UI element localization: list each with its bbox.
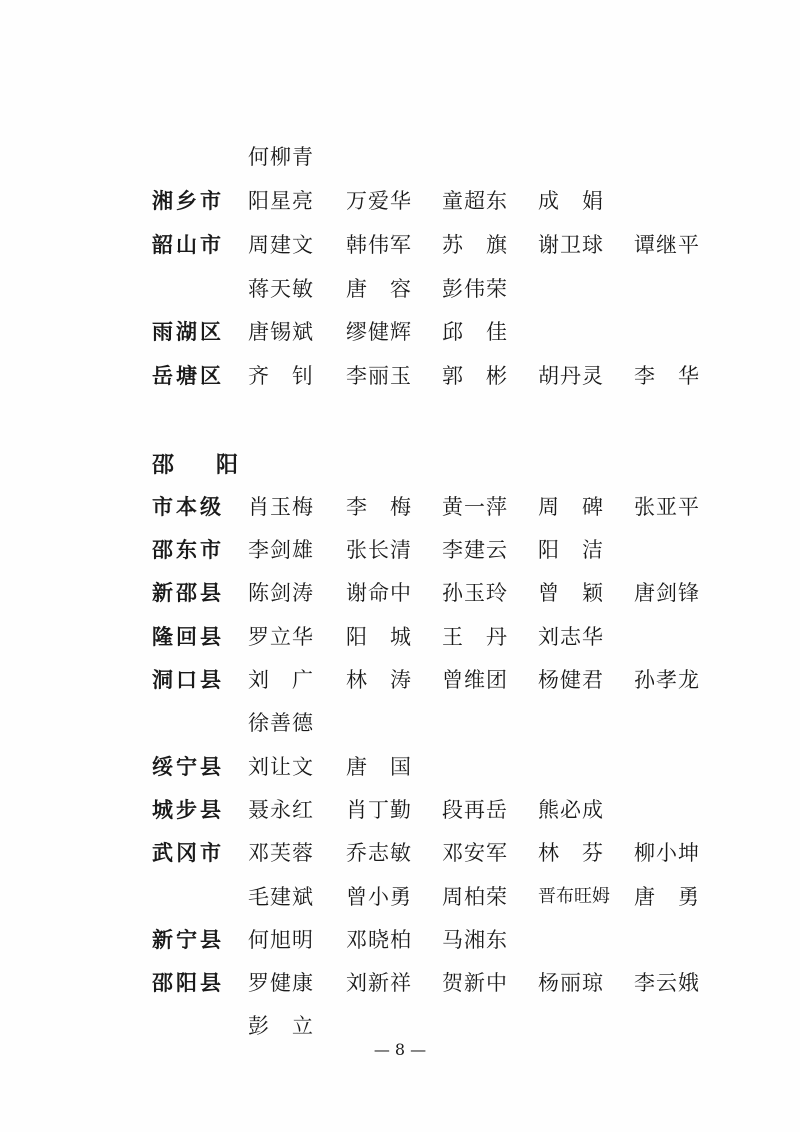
list-row (0, 1011, 800, 1041)
person-name: 刘志华 (538, 625, 604, 649)
list-row (0, 838, 800, 868)
list-row (0, 578, 800, 608)
list-row (0, 274, 800, 304)
list-row (0, 708, 800, 738)
person-name: 唐剑锋 (634, 581, 700, 605)
person-name: 张亚平 (634, 495, 700, 519)
region-label: 武冈市 (152, 840, 224, 865)
person-name: 王 丹 (442, 625, 508, 649)
list-row (0, 186, 800, 216)
person-name: 韩伟军 (346, 233, 412, 257)
section-title: 邵 阳 (152, 452, 249, 478)
person-name: 何柳青 (248, 145, 314, 169)
list-row (0, 622, 800, 652)
person-name: 万爱华 (346, 189, 412, 213)
list-row (0, 665, 800, 695)
region-label: 雨湖区 (152, 319, 224, 344)
person-name: 阳 洁 (538, 538, 604, 562)
person-name: 毛建斌 (248, 885, 314, 909)
list-row (0, 795, 800, 825)
person-name: 徐善德 (248, 711, 314, 735)
person-name: 唐 容 (346, 277, 412, 301)
person-name: 段再岳 (442, 798, 508, 822)
person-name: 罗健康 (248, 971, 314, 995)
person-name: 邓安军 (442, 841, 508, 865)
person-name: 李云娥 (634, 971, 700, 995)
person-name: 杨丽琼 (538, 971, 604, 995)
person-name: 邓芙蓉 (248, 841, 314, 865)
list-row (0, 882, 800, 912)
person-name: 彭伟荣 (442, 277, 508, 301)
person-name: 李 梅 (346, 495, 412, 519)
person-name: 刘新祥 (346, 971, 412, 995)
person-name: 蒋天敏 (248, 277, 314, 301)
region-label: 市本级 (152, 494, 224, 519)
person-name: 孙孝龙 (634, 668, 700, 692)
person-name: 周柏荣 (442, 885, 508, 909)
person-name: 苏 旗 (442, 233, 508, 257)
person-name: 贺新中 (442, 971, 508, 995)
region-label: 邵东市 (152, 537, 224, 562)
list-row (0, 230, 800, 260)
person-name: 肖玉梅 (248, 495, 314, 519)
person-name: 李 华 (634, 364, 700, 388)
person-name: 唐 国 (346, 755, 412, 779)
region-label: 邵阳县 (152, 970, 224, 995)
person-name: 曾 颖 (538, 581, 604, 605)
region-label: 隆回县 (152, 624, 224, 649)
person-name: 谢卫球 (538, 233, 604, 257)
person-name: 阳星亮 (248, 189, 314, 213)
list-row (0, 752, 800, 782)
person-name: 李剑雄 (248, 538, 314, 562)
person-name: 唐 勇 (634, 885, 700, 909)
person-name: 聂永红 (248, 798, 314, 822)
person-name: 黄一萍 (442, 495, 508, 519)
person-name: 肖丁勤 (346, 798, 412, 822)
person-name: 齐 钊 (248, 364, 314, 388)
person-name: 熊必成 (538, 798, 604, 822)
region-label: 湘乡市 (152, 188, 224, 213)
person-name: 彭 立 (248, 1014, 314, 1038)
person-name: 唐锡斌 (248, 320, 314, 344)
list-row (0, 317, 800, 347)
region-label: 洞口县 (152, 667, 224, 692)
person-name: 周 碑 (538, 495, 604, 519)
list-row (0, 361, 800, 391)
person-name: 陈剑涛 (248, 581, 314, 605)
person-name: 孙玉玲 (442, 581, 508, 605)
person-name: 李丽玉 (346, 364, 412, 388)
person-name: 林 芬 (538, 841, 604, 865)
person-name: 谢命中 (346, 581, 412, 605)
person-name: 阳 城 (346, 625, 412, 649)
person-name: 郭 彬 (442, 364, 508, 388)
person-name: 周建文 (248, 233, 314, 257)
list-row (0, 492, 800, 522)
person-name: 林 涛 (346, 668, 412, 692)
person-name: 缪健辉 (346, 320, 412, 344)
person-name: 胡丹灵 (538, 364, 604, 388)
person-name: 曾维团 (442, 668, 508, 692)
list-row (0, 535, 800, 565)
person-name: 柳小坤 (634, 841, 700, 865)
person-name: 罗立华 (248, 625, 314, 649)
person-name: 杨健君 (538, 668, 604, 692)
region-label: 岳塘区 (152, 363, 224, 388)
person-name: 曾小勇 (346, 885, 412, 909)
person-name: 何旭明 (248, 928, 314, 952)
person-name: 童超东 (442, 189, 508, 213)
person-name: 谭继平 (634, 233, 700, 257)
region-label: 绥宁县 (152, 754, 224, 779)
person-name: 邱 佳 (442, 320, 508, 344)
person-name: 成 娟 (538, 189, 604, 213)
person-name: 乔志敏 (346, 841, 412, 865)
region-label: 韶山市 (152, 232, 224, 257)
list-row (0, 968, 800, 998)
region-label: 城步县 (152, 797, 224, 822)
page-number: — 8 — (373, 1040, 427, 1059)
person-name: 张长清 (346, 538, 412, 562)
person-name: 晋布旺姆 (538, 886, 610, 907)
list-row (0, 925, 800, 955)
region-label: 新宁县 (152, 927, 224, 952)
person-name: 邓晓柏 (346, 928, 412, 952)
region-label: 新邵县 (152, 580, 224, 605)
person-name: 刘让文 (248, 755, 314, 779)
list-row (0, 142, 800, 172)
person-name: 李建云 (442, 538, 508, 562)
person-name: 刘 广 (248, 668, 314, 692)
person-name: 马湘东 (442, 928, 508, 952)
